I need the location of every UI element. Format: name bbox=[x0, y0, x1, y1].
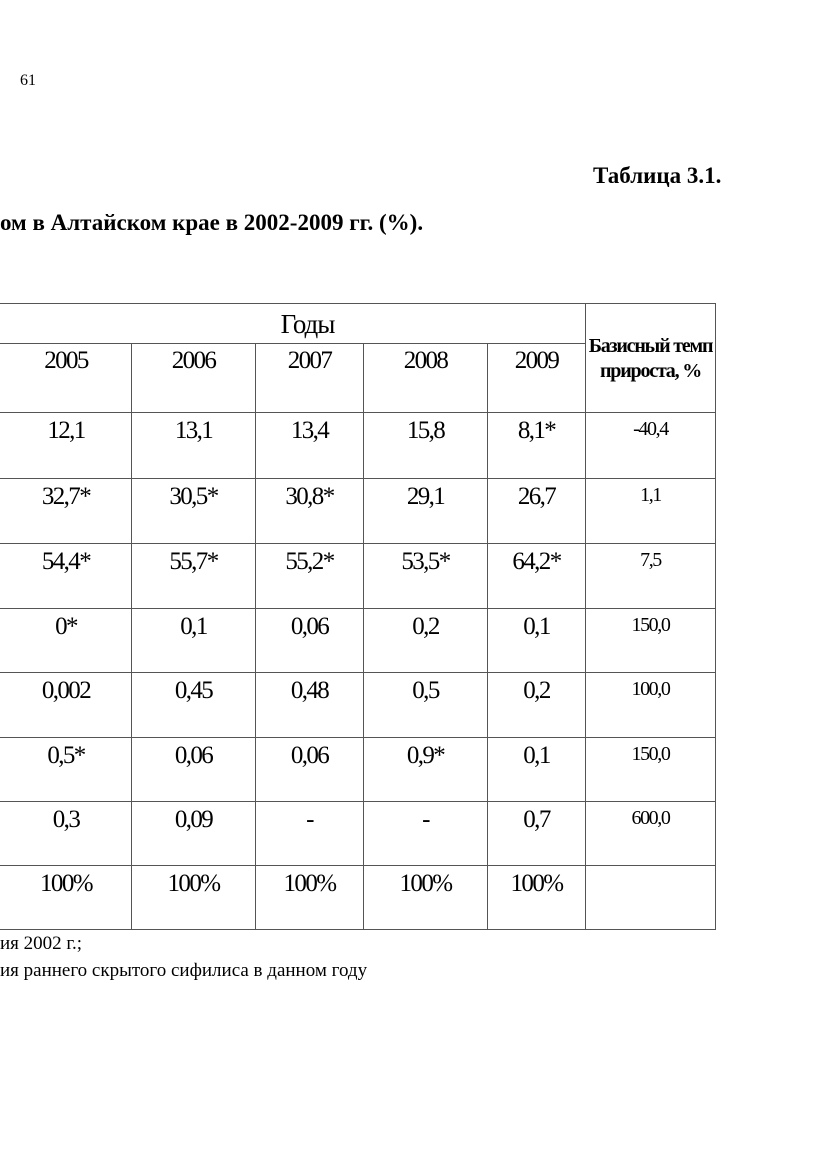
table-cell: 0,06 bbox=[174, 742, 213, 769]
footnote-1: ия 2002 г.; bbox=[0, 933, 83, 954]
table-cell: 0,48 bbox=[290, 677, 329, 704]
table-cell: 0,2 bbox=[412, 613, 439, 640]
year-header-2007: 2007 bbox=[287, 347, 332, 374]
table-cell: 53,5* bbox=[401, 548, 450, 575]
table-rule-years bbox=[0, 343, 585, 344]
table-cell: - bbox=[422, 806, 429, 833]
table-cell: 100% bbox=[40, 870, 92, 897]
table-cell: 13,4 bbox=[290, 417, 329, 444]
table-cell: 0,002 bbox=[41, 677, 91, 704]
growth-rate-cell: 150,0 bbox=[631, 614, 670, 636]
table-cell: 100% bbox=[510, 870, 563, 897]
table-cell: 0* bbox=[55, 613, 77, 640]
table-row-rule bbox=[0, 478, 716, 479]
table-row-rule bbox=[0, 608, 716, 609]
table-cell: 0,2 bbox=[523, 677, 550, 704]
table-cell: 0,45 bbox=[174, 677, 213, 704]
table-cell: 15,8 bbox=[406, 417, 445, 444]
table-cell: - bbox=[306, 806, 313, 833]
table-cell: 100% bbox=[283, 870, 336, 897]
table-cell: 8,1* bbox=[517, 417, 556, 444]
table-cell: 55,7* bbox=[169, 548, 218, 575]
table-cell: 100% bbox=[167, 870, 220, 897]
table-cell: 13,1 bbox=[174, 417, 213, 444]
table-cell: 26,7 bbox=[517, 483, 556, 510]
table-cell: 100% bbox=[399, 870, 452, 897]
table-row-rule bbox=[0, 672, 716, 673]
header-years: Годы bbox=[280, 308, 335, 339]
table-cell: 55,2* bbox=[285, 548, 334, 575]
table-border-bottom bbox=[0, 929, 716, 930]
table-border-right bbox=[715, 303, 716, 929]
table-cell: 0,1 bbox=[523, 613, 550, 640]
year-header-2008: 2008 bbox=[403, 347, 448, 374]
growth-rate-cell: 1,1 bbox=[640, 484, 661, 506]
table-cell: 0,9* bbox=[406, 742, 445, 769]
growth-rate-cell: 150,0 bbox=[631, 743, 670, 765]
header-growth-rate: Базисный темп прироста, % bbox=[588, 334, 713, 382]
table-cell: 0,5 bbox=[412, 677, 439, 704]
table-row-rule bbox=[0, 737, 716, 738]
table-cell: 54,4* bbox=[41, 548, 91, 575]
table-cell: 0,06 bbox=[290, 613, 329, 640]
growth-rate-cell: -40,4 bbox=[633, 418, 668, 440]
table-cell: 12,1 bbox=[47, 417, 85, 444]
growth-rate-cell: 600,0 bbox=[631, 807, 670, 829]
table-cell: 32,7* bbox=[41, 483, 91, 510]
year-header-2005: 2005 bbox=[44, 347, 88, 374]
table-row-rule bbox=[0, 543, 716, 544]
table-title: ом в Алтайском крае в 2002-2009 гг. (%). bbox=[0, 210, 424, 235]
table-cell: 0,7 bbox=[523, 806, 550, 833]
table-cell: 30,5* bbox=[169, 483, 218, 510]
table-cell: 0,1 bbox=[180, 613, 207, 640]
growth-rate-cell bbox=[586, 871, 715, 929]
table-cell: 0,1 bbox=[523, 742, 550, 769]
table-cell: 29,1 bbox=[406, 483, 445, 510]
growth-rate-cell: 100,0 bbox=[631, 678, 670, 700]
table-cell: 0,06 bbox=[290, 742, 329, 769]
footnote-2: ия раннего скрытого сифилиса в данном году bbox=[0, 960, 368, 981]
table-cell: 0,3 bbox=[52, 806, 80, 833]
growth-rate-cell: 7,5 bbox=[640, 549, 661, 571]
table-label: Таблица 3.1. bbox=[593, 163, 722, 188]
page-number: 61 bbox=[20, 72, 36, 89]
table-cell: 0,5* bbox=[47, 742, 85, 769]
table-row-rule bbox=[0, 801, 716, 802]
table-row-rule bbox=[0, 865, 716, 866]
year-header-2006: 2006 bbox=[171, 347, 216, 374]
table-cell: 64,2* bbox=[512, 548, 561, 575]
table-cell: 0,09 bbox=[174, 806, 213, 833]
year-header-2009: 2009 bbox=[514, 347, 559, 374]
table-cell: 30,8* bbox=[285, 483, 334, 510]
